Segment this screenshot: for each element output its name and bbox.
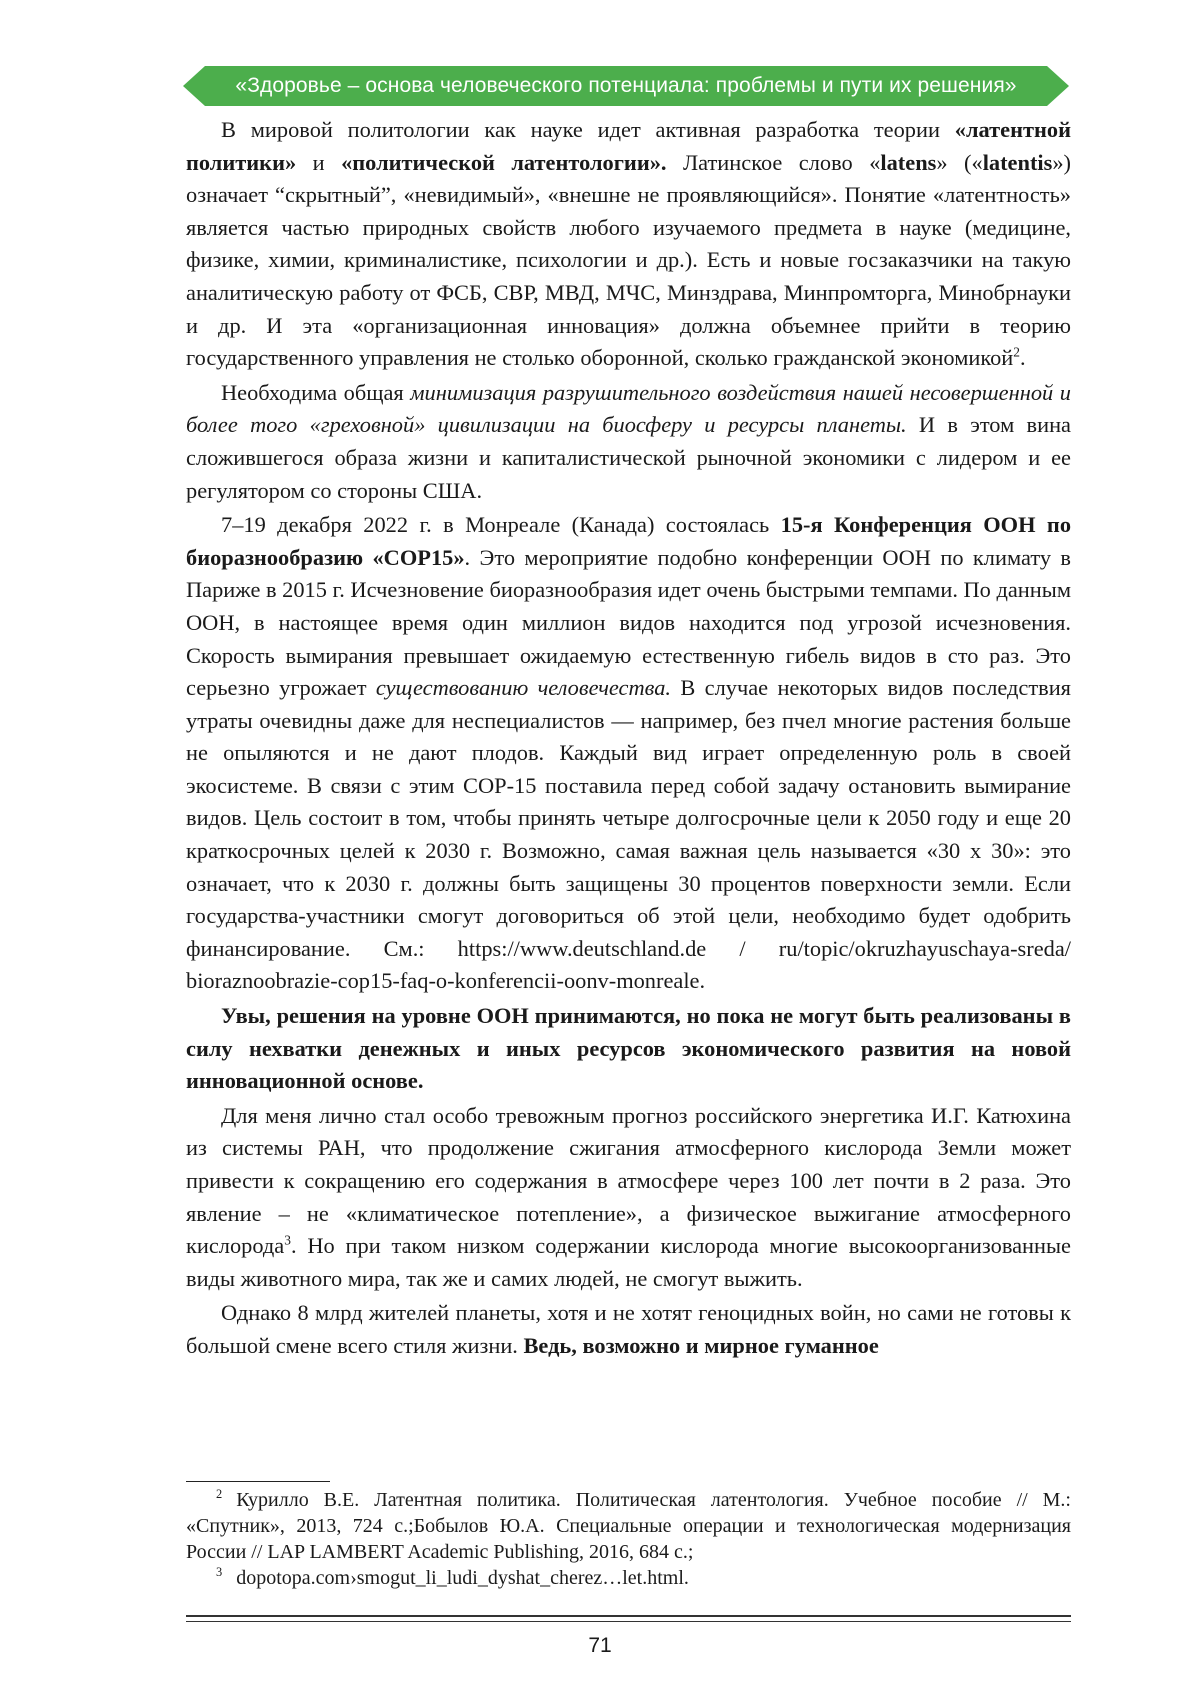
- body-paragraph: [186, 1100, 1071, 1296]
- header-title: «Здоровье – основа человеческого потенциала: проблемы и пути их решения»: [235, 74, 1017, 97]
- text-run: Для меня лично стал особо тревожным прогноз российского энергетика И.Г. Катюхина из системы РАН, что продолжение сжигания атмосферного кислорода Земли может привести к сокращению его содержания в атмосфере через 100 лет почти в 2 раза. Это явление – не «климатическое потепление», а физическое выжигание атмосферного кислорода: [186, 1102, 1071, 1259]
- text-run: ») означает “скрытный”, «невидимый», «внешне не проявляющийся». Понятие «латентность» является частью природных свойств любого изучаемого предмета в науке (медицине, физике, химии, криминалистике, психологии и др.). Есть и новые госзаказчики на такую аналитическую работу от ФСБ, СВР, МВД, МЧС, Минздрава, Минпромторга, Минобрнауки и др. И эта «организационная инновация» должна объемнее прийти в теорию государственного управления не столько оборонной, сколько гражданской экономикой: [186, 149, 1071, 371]
- text-run: .: [1020, 345, 1026, 371]
- footnote-number: 2: [216, 1487, 223, 1502]
- body-paragraph: [186, 114, 1071, 375]
- text-run: Однако 8 млрд жителей планеты, хотя и не хотят геноцидных войн, но сами не готовы к большой смене всего стиля жизни.: [186, 1300, 1071, 1358]
- text-run: 7–19 декабря 2022 г. в Монреале (Канада) состоялась: [221, 512, 781, 538]
- footnote-number: 3: [216, 1565, 223, 1580]
- footer-rule-thick: [186, 1615, 1071, 1617]
- bold-text: latentis: [982, 149, 1053, 175]
- footnote-text: dopotopa.com›smogut_li_ludi_dyshat_cherez…let.html.: [236, 1567, 689, 1589]
- footnote-ref: 2: [1013, 344, 1020, 360]
- text-run: . Но при таком низком содержании кислорода многие высокоорганизованные виды животного мира, так же и самих людей, не смогут выжить.: [186, 1233, 1071, 1291]
- text-run: » («: [936, 149, 983, 175]
- bold-text: «латентной политики»: [186, 117, 1071, 175]
- text-run: И в этом вина сложившегося образа жизни и капиталистической рыночной экономики с лидером и ее регулятором со стороны США.: [186, 412, 1071, 503]
- bold-text: latens: [880, 149, 937, 175]
- page-number: 71: [588, 1634, 612, 1657]
- text-run: Латинское слово «: [666, 149, 881, 175]
- text-run: В мировой политологии как науке идет активная разработка теории: [221, 117, 955, 142]
- body-paragraph: [186, 509, 1071, 998]
- footnote-text: Курилло В.Е. Латентная политика. Политическая латентология. Учебное пособие // М.: «Спутник», 2013, 724 с.;Бобылов Ю.А. Специальные операции и технологическая модернизация России // LAP LAMBERT Academic Publishing, 2016, 684 с.;: [186, 1489, 1071, 1563]
- body-text: [186, 114, 1071, 1363]
- bold-text: Ведь, возможно и мирное гуманное: [523, 1332, 879, 1358]
- footnote-separator: [186, 1481, 330, 1482]
- footnote: [186, 1565, 1071, 1591]
- text-run: В случае некоторых видов последствия утраты очевидны даже для неспециалистов — например, без пчел многие растения больше не опыляются и не дают плодов. Каждый вид играет определенную роль в своей экосистеме. В связи с этим COP-15 поставила перед собой задачу остановить вымирание видов. Цель состоит в том, чтобы принять четыре долгосрочные цели к 2050 году и еще 20 краткосрочных целей к 2030 г. Возможно, самая важная цель называется «30 х 30»: это означает, что к 2030 г. должны быть защищены 30 процентов поверхности земли. Если государства-участники смогут договориться об этой цели, необходимо будет одобрить финансирование. См.: https://www.deutschland.de / ru/topic/okruzhayuschaya-sreda/ bioraznoobrazie-cop15-faq-o-konferencii-oonv-monreale.: [186, 675, 1071, 994]
- body-paragraph: [186, 1297, 1071, 1362]
- bold-text: «политической латентологии».: [341, 149, 667, 175]
- footnote: [186, 1487, 1071, 1565]
- bold-text: 15-я Конференция ООН по биоразнообразию «COP15»: [186, 512, 1072, 570]
- italic-text: существованию человечества.: [375, 675, 672, 701]
- body-paragraph: [186, 1000, 1071, 1098]
- footnotes: [186, 1487, 1071, 1591]
- footnote-ref: 3: [284, 1232, 291, 1248]
- italic-text: минимизация разрушительного воздействия нашей несовершенной и более того «греховной» цивилизации на биосферу и ресурсы планеты.: [186, 379, 1071, 438]
- bold-text: Увы, решения на уровне ООН принимаются, но пока не могут быть реализованы в силу нехватки денежных и иных ресурсов экономического развития на новой инновационной основе.: [186, 1003, 1071, 1094]
- footer-rule-thin: [186, 1621, 1071, 1622]
- text-run: Необходима общая: [221, 379, 411, 405]
- body-paragraph: [186, 377, 1071, 507]
- text-run: и: [296, 149, 342, 175]
- text-run: . Это мероприятие подобно конференции ООН по климату в Париже в 2015 г. Исчезновение биоразнообразия идет очень быстрыми темпами. По данным ООН, в настоящее время один миллион видов находится под угрозой исчезновения. Скорость вымирания превышает ожидаемую естественную гибель видов в сто раз. Это серьезно угрожает: [186, 544, 1071, 701]
- header-ribbon: [183, 66, 1069, 106]
